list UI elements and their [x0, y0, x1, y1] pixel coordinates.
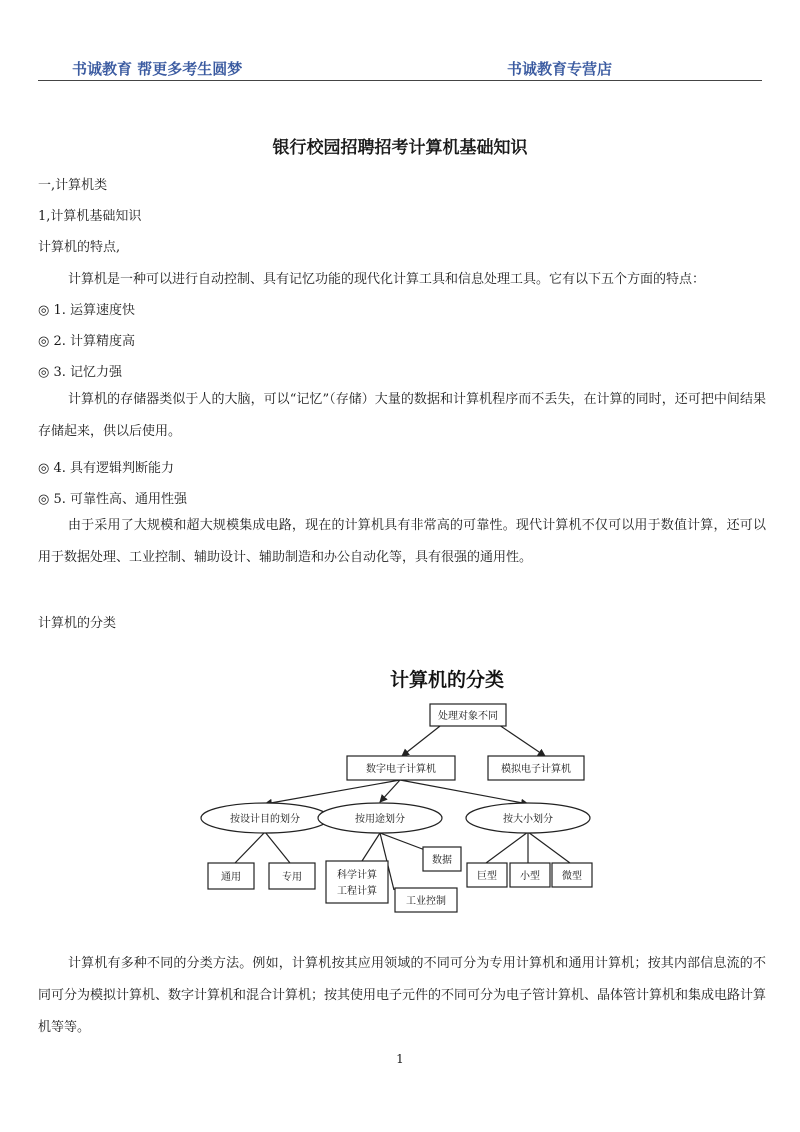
classification-heading: 计算机的分类	[38, 616, 117, 631]
feature-item-3: ◎ 3. 记忆力强	[38, 365, 123, 380]
special-label: 专用	[282, 872, 302, 883]
diagram-title: 计算机的分类	[389, 669, 505, 691]
feature-item-1: ◎ 1. 运算速度快	[38, 303, 136, 318]
classification-diagram	[190, 658, 600, 920]
header-rule	[38, 80, 762, 81]
digital-computer-label: 数字电子计算机	[366, 764, 436, 775]
header-right-text: 书诚教育专营店	[507, 60, 613, 78]
memory-paragraph: 计算机的存储器类似于人的大脑，可以“记忆”（存储）大量的数据和计算机程序而不丢失，在计算的同时，还可把中间结果存储起来，供以后使用。	[38, 392, 766, 439]
data-label: 数据	[432, 855, 452, 866]
scientific-calc-label: 科学计算	[337, 870, 377, 881]
feature-item-2: ◎ 2. 计算精度高	[38, 334, 136, 349]
general-label: 通用	[221, 872, 241, 883]
page-number: 1	[396, 1052, 404, 1066]
engineering-calc-label: 工程计算	[337, 886, 377, 897]
feature-item-5: ◎ 5. 可靠性高、通用性强	[38, 492, 188, 507]
large-label: 巨型	[477, 871, 497, 882]
analog-computer-label: 模拟电子计算机	[501, 764, 571, 775]
by-design-label: 按设计目的划分	[230, 814, 300, 825]
micro-label: 微型	[562, 871, 582, 882]
industrial-control-label: 工业控制	[406, 896, 446, 907]
subsection-heading: 1,计算机基础知识	[38, 209, 142, 224]
by-use-label: 按用途划分	[355, 814, 405, 825]
small-label: 小型	[520, 871, 540, 882]
intro-paragraph: 计算机是一种可以进行自动控制、具有记忆功能的现代化计算工具和信息处理工具。它有以下五个方面的特点：	[68, 272, 706, 287]
feature-item-4: ◎ 4. 具有逻辑判断能力	[38, 461, 175, 476]
header-left-text: 书诚教育 帮更多考生圆梦	[72, 60, 243, 78]
diagram-connectors	[235, 704, 570, 890]
by-size-label: 按大小划分	[503, 814, 553, 825]
reliability-paragraph: 由于采用了大规模和超大规模集成电路，现在的计算机具有非常高的可靠性。现代计算机不仅可以用于数值计算，还可以用于数据处理、工业控制、辅助设计、辅助制造和办公自动化等，具有很强的通用性。	[38, 518, 766, 565]
features-heading: 计算机的特点,	[38, 240, 121, 255]
section-heading: 一,计算机类	[38, 178, 108, 193]
classification-paragraph: 计算机有多种不同的分类方法。例如，计算机按其应用领域的不同可分为专用计算机和通用计算机；按其内部信息流的不同可分为模拟计算机、数字计算机和混合计算机；按其使用电子元件的不同可分为电子管计算机、晶体管计算机和集成电路计算机等等。	[38, 956, 767, 1035]
root-node-label: 处理对象不同	[438, 711, 498, 722]
page-title: 银行校园招聘招考计算机基础知识	[272, 138, 528, 158]
